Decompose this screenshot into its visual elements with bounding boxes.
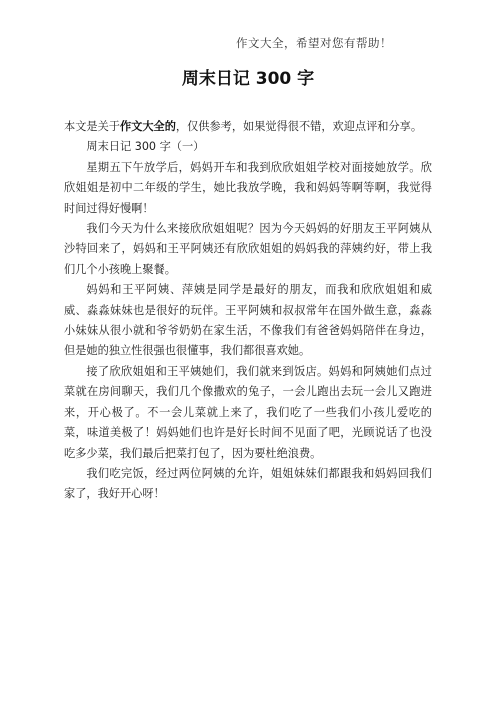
body-paragraph-2: 我们今天为什么来接欣欣姐姐呢？因为今天妈妈的好朋友王平阿姨从沙特回来了，妈妈和王平阿姨还有欣欣姐姐的妈妈我的萍姨约好，带上我们几个小孩晚上聚餐。 — [64, 222, 432, 276]
document-body — [64, 117, 432, 505]
body-paragraph-4: 接了欣欣姐姐和王平姨她们，我们就来到饭店。妈妈和阿姨她们点过菜就在房间聊天，我们几个像撒欢的兔子，一会儿跑出去玩一会儿又跑进来，开心极了。不一会儿菜就上来了，我们吃了一些我们小孩儿爱吃的菜，味道美极了！妈妈她们也许是好长时间不见面了吧，光顾说话了也没吃多少菜，我们最后把菜打包了，因为要杜绝浪费。 — [64, 364, 432, 460]
intro-suffix: ，仅供参考，如果觉得很不错，欢迎点评和分享。 — [175, 120, 423, 133]
body-paragraph-5: 我们吃完饭，经过两位阿姨的允许，姐姐妹妹们都跟我和妈妈回我们家了，我好开心呀！ — [64, 466, 432, 501]
intro-highlight: 作文大全的 — [119, 120, 176, 133]
intro-prefix: 本文是关于 — [64, 120, 120, 133]
header-note: 作文大全，希望对您有帮助！ — [236, 36, 392, 50]
section-heading: 周末日记 300 字（一） — [86, 140, 205, 154]
page-title: 周末日记 300 字 — [181, 69, 315, 89]
body-paragraph-3: 妈妈和王平阿姨、萍姨是同学是最好的朋友，而我和欣欣姐姐和威威、淼淼妹妹也是很好的玩伴。王平阿姨和叔叔常年在国外做生意，淼淼小妹妹从很小就和爷爷奶奶在家生活，不像我们有爸爸妈妈陪伴在身边，但是她的独立性很强也很懂事，我们都很喜欢她。 — [64, 283, 432, 358]
intro-paragraph — [64, 117, 432, 137]
body-paragraph-1: 星期五下午放学后，妈妈开车和我到欣欣姐姐学校对面接她放学。欣欣姐姐是初中二年级的学生，她比我放学晚，我和妈妈等啊等啊，我觉得时间过得好慢啊！ — [64, 160, 432, 215]
